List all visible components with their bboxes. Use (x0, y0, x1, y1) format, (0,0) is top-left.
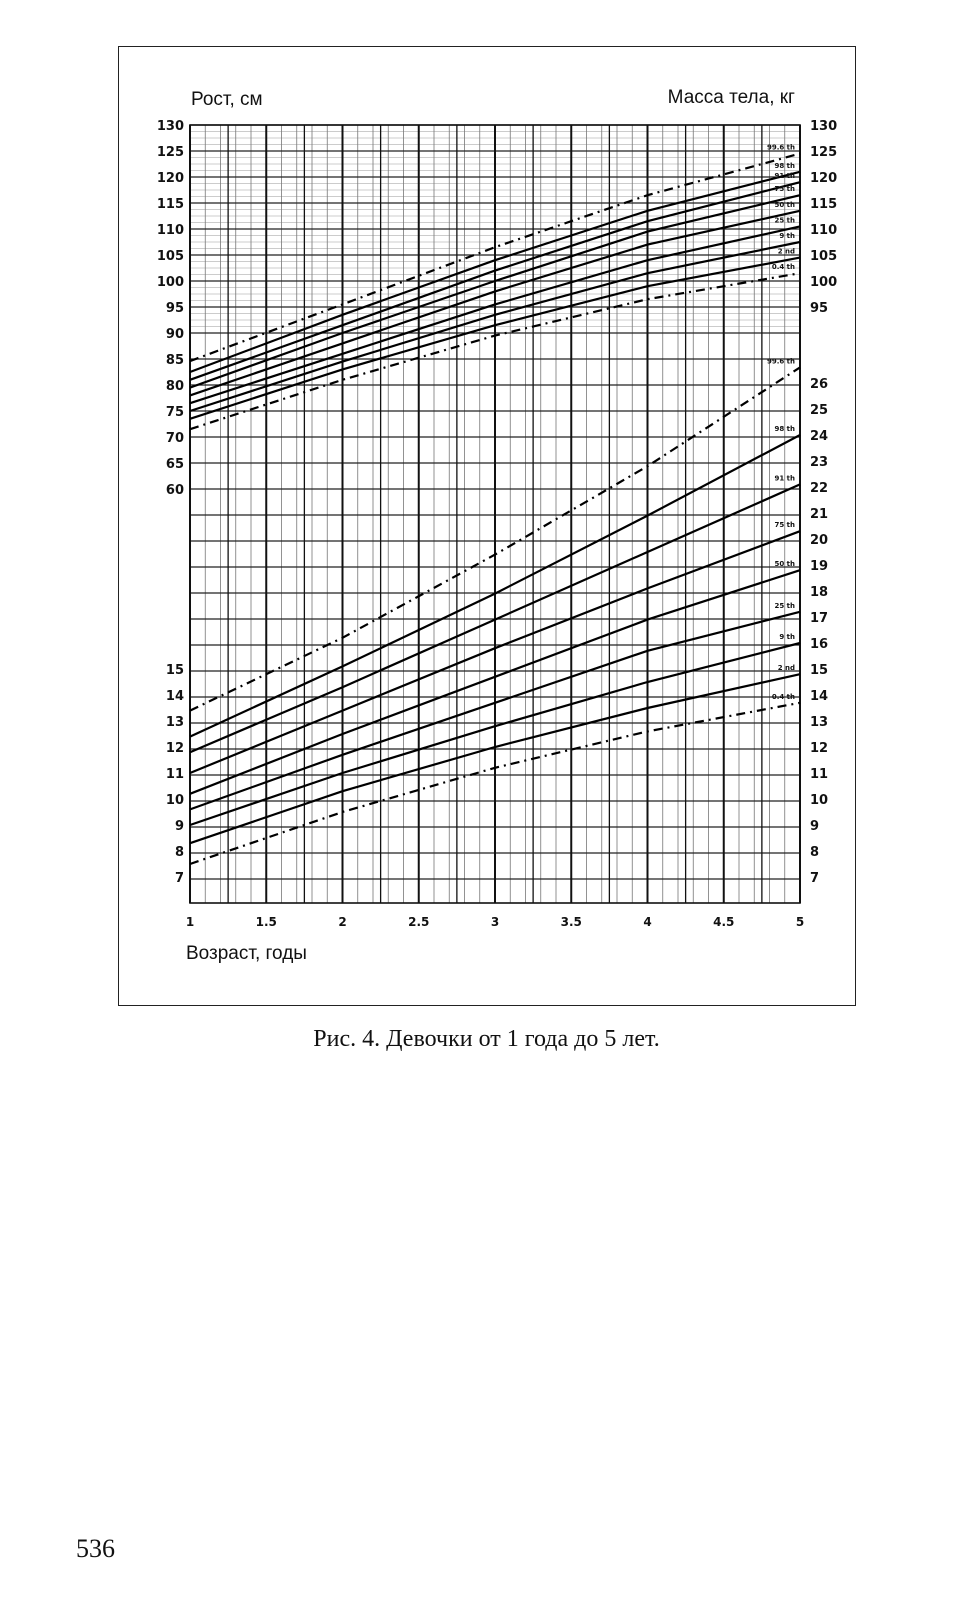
right-tick-label: 130 (810, 119, 838, 134)
left-tick-label: 80 (165, 379, 184, 394)
left-tick-label: 70 (165, 431, 184, 446)
right-tick-label: 23 (810, 455, 829, 470)
height-curve-label: 0.4 th (771, 263, 795, 272)
left-tick-label: 13 (165, 715, 184, 730)
height-curve-label: 91 th (774, 172, 795, 181)
left-tick-label: 65 (165, 457, 184, 472)
x-tick-label: 2.5 (408, 915, 430, 929)
left-tick-label: 90 (165, 327, 184, 342)
right-tick-label: 125 (810, 145, 838, 160)
weight-curve-label: 75 th (774, 521, 795, 530)
height-curve-label: 98 th (774, 161, 795, 170)
weight-curve-label: 2 nd (777, 664, 795, 673)
left-tick-label: 8 (174, 845, 184, 860)
left-tick-label: 7 (174, 871, 184, 886)
right-tick-label: 21 (810, 507, 829, 522)
left-tick-label: 105 (156, 249, 184, 264)
right-tick-label: 22 (810, 481, 829, 496)
x-tick-label: 1.5 (255, 915, 277, 929)
weight-curve-label: 9 th (779, 633, 795, 641)
left-tick-label: 130 (156, 119, 184, 134)
height-curve-label: 75 th (774, 185, 795, 194)
age-axis-title: Возраст, годы (186, 943, 307, 964)
height-curve-label: 9 th (779, 232, 795, 240)
left-tick-label: 120 (156, 171, 184, 186)
right-tick-label: 18 (810, 585, 829, 600)
right-tick-label: 15 (810, 663, 829, 678)
right-tick-label: 13 (810, 715, 829, 730)
right-tick-label: 95 (810, 301, 829, 316)
figure-caption: Рис. 4. Девочки от 1 года до 5 лет. (313, 1026, 660, 1052)
x-tick-label: 4.5 (713, 915, 735, 929)
right-tick-label: 100 (810, 275, 838, 290)
right-tick-label: 7 (810, 871, 820, 886)
right-tick-label: 19 (810, 559, 829, 574)
left-tick-label: 12 (165, 741, 184, 756)
left-tick-label: 11 (165, 767, 184, 782)
weight-curve-label: 91 th (774, 474, 795, 483)
x-tick-label: 4 (643, 915, 652, 929)
left-tick-label: 60 (165, 483, 184, 498)
left-tick-label: 100 (156, 275, 184, 290)
right-tick-label: 20 (810, 533, 829, 548)
right-tick-label: 10 (810, 793, 829, 808)
height-curve-label: 50 th (774, 200, 795, 209)
left-tick-label: 95 (165, 301, 184, 316)
x-tick-label: 5 (795, 915, 805, 929)
left-tick-label: 9 (174, 819, 184, 834)
left-tick-label: 14 (165, 689, 184, 704)
right-tick-label: 105 (810, 249, 838, 264)
right-tick-label: 24 (810, 429, 829, 444)
x-tick-label: 3 (490, 915, 500, 929)
height-curve-label: 25 th (774, 216, 795, 225)
weight-curve-label: 99.6 th (766, 357, 795, 366)
weight-curve-label: 0.4 th (771, 692, 795, 701)
left-tick-label: 85 (165, 353, 184, 368)
right-tick-label: 12 (810, 741, 829, 756)
height-axis-title: Рост, см (191, 89, 263, 110)
x-tick-label: 1 (185, 915, 195, 929)
right-tick-label: 26 (810, 377, 829, 392)
right-tick-label: 110 (810, 223, 838, 238)
left-tick-label: 10 (165, 793, 184, 808)
x-tick-label: 3.5 (560, 915, 582, 929)
weight-curve-label: 98 th (774, 425, 795, 433)
height-curve-label: 99.6 th (766, 143, 795, 152)
right-tick-label: 120 (810, 171, 838, 186)
right-tick-label: 17 (810, 611, 829, 626)
left-tick-label: 115 (156, 197, 184, 212)
weight-curve-label: 50 th (774, 560, 795, 569)
left-tick-label: 75 (165, 405, 184, 420)
left-tick-label: 125 (156, 145, 184, 160)
right-tick-label: 9 (810, 819, 820, 834)
right-tick-label: 115 (810, 197, 838, 212)
right-tick-label: 11 (810, 767, 829, 782)
page-number: 536 (76, 1534, 115, 1563)
left-tick-label: 110 (156, 223, 184, 238)
right-tick-label: 25 (810, 403, 829, 418)
height-curve-label: 2 nd (777, 247, 795, 256)
x-tick-label: 2 (338, 915, 347, 929)
weight-axis-title: Масса тела, кг (667, 87, 795, 108)
right-tick-label: 14 (810, 689, 829, 704)
left-tick-label: 15 (165, 663, 184, 678)
right-tick-label: 8 (810, 845, 820, 860)
right-tick-label: 16 (810, 637, 829, 652)
weight-curve-label: 25 th (774, 601, 795, 610)
